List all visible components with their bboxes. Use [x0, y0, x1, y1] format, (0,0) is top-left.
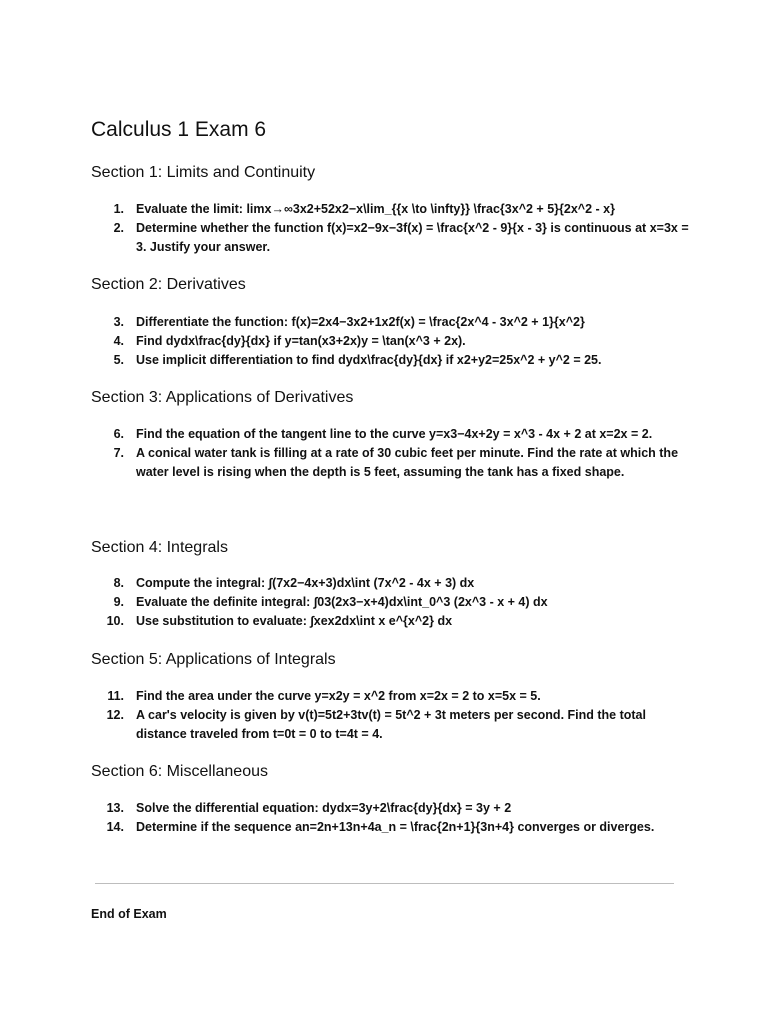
- section-heading-applications-of-derivatives: Section 3: Applications of Derivatives: [91, 389, 354, 406]
- question-list-section-2: [91, 313, 691, 370]
- question-number: 2.: [113, 221, 124, 235]
- question-number: 6.: [113, 427, 124, 441]
- question-number: 7.: [113, 446, 124, 460]
- question-item: [91, 425, 691, 444]
- question-number: 8.: [113, 576, 124, 590]
- question-text: Differentiate the function: f(x)=2x4−3x2+1x2f(x) = \frac{2x^4 - 3x^2 + 1}{x^2}: [136, 315, 585, 329]
- question-text: Use substitution to evaluate: ∫xex2dx\int x e^{x^2} dx: [136, 614, 453, 628]
- question-number: 3.: [113, 315, 124, 329]
- question-list-section-1: [91, 200, 691, 257]
- question-item: [91, 593, 691, 612]
- question-text: A car's velocity is given by v(t)=5t2+3tv(t) = 5t^2 + 3t meters per second. Find the total distance traveled from t=0t = 0 to t=4t = 4.: [136, 708, 646, 741]
- end-of-exam-label: End of Exam: [91, 907, 167, 921]
- page-title: Calculus 1 Exam 6: [91, 118, 267, 141]
- section-heading-integrals: Section 4: Integrals: [91, 539, 228, 556]
- question-text: Find the equation of the tangent line to the curve y=x3−4x+2y = x^3 - 4x + 2 at x=2x = 2.: [136, 427, 653, 441]
- question-text: Find the area under the curve y=x2y = x^2 from x=2x = 2 to x=5x = 5.: [136, 689, 541, 703]
- question-number: 9.: [113, 595, 124, 609]
- question-item: [91, 351, 691, 370]
- question-item: [91, 574, 691, 593]
- section-heading-limits: Section 1: Limits and Continuity: [91, 164, 316, 181]
- question-text: Evaluate the definite integral: ∫03(2x3−x+4)dx\int_0^3 (2x^3 - x + 4) dx: [136, 595, 548, 609]
- question-number: 11.: [107, 689, 124, 703]
- question-number: 14.: [106, 820, 124, 834]
- horizontal-divider: [95, 883, 674, 884]
- question-list-section-4: [91, 574, 691, 631]
- question-item: [91, 799, 691, 818]
- question-number: 12.: [106, 708, 124, 722]
- section-heading-applications-of-integrals: Section 5: Applications of Integrals: [91, 651, 336, 668]
- question-number: 10.: [106, 614, 124, 628]
- question-text: Determine whether the function f(x)=x2−9x−3f(x) = \frac{x^2 - 9}{x - 3} is continuous at x=3x = 3. Justify your answer.: [136, 221, 689, 254]
- question-text: Determine if the sequence an=2n+13n+4a_n = \frac{2n+1}{3n+4} converges or diverges.: [136, 820, 655, 834]
- question-item: [91, 332, 691, 351]
- section-heading-miscellaneous: Section 6: Miscellaneous: [91, 763, 268, 780]
- question-number: 4.: [113, 334, 124, 348]
- question-item: [91, 687, 691, 706]
- question-list-section-5: [91, 687, 691, 744]
- question-number: 13.: [106, 801, 124, 815]
- question-item: [91, 313, 691, 332]
- question-number: 1.: [113, 202, 124, 216]
- question-item: [91, 444, 691, 482]
- question-list-section-6: [91, 799, 691, 837]
- question-text: Compute the integral: ∫(7x2−4x+3)dx\int (7x^2 - 4x + 3) dx: [136, 576, 475, 590]
- question-text: Use implicit differentiation to find dydx\frac{dy}{dx} if x2+y2=25x^2 + y^2 = 25.: [136, 353, 602, 367]
- question-number: 5.: [113, 353, 124, 367]
- section-heading-derivatives: Section 2: Derivatives: [91, 276, 246, 293]
- question-item: [91, 706, 691, 744]
- question-item: [91, 612, 691, 631]
- question-list-section-3: [91, 425, 691, 482]
- question-text: Find dydx\frac{dy}{dx} if y=tan(x3+2x)y = \tan(x^3 + 2x).: [136, 334, 466, 348]
- question-item: [91, 200, 691, 219]
- question-text: Solve the differential equation: dydx=3y+2\frac{dy}{dx} = 3y + 2: [136, 801, 512, 815]
- question-text: Evaluate the limit: limx→∞3x2+52x2−x\lim_{{x \to \infty}} \frac{3x^2 + 5}{2x^2 - x}: [136, 202, 615, 216]
- question-item: [91, 818, 691, 837]
- question-item: [91, 219, 691, 257]
- question-text: A conical water tank is filling at a rate of 30 cubic feet per minute. Find the rate at which the water level is rising when the depth is 5 feet, assuming the tank has a fixed shape.: [136, 446, 679, 479]
